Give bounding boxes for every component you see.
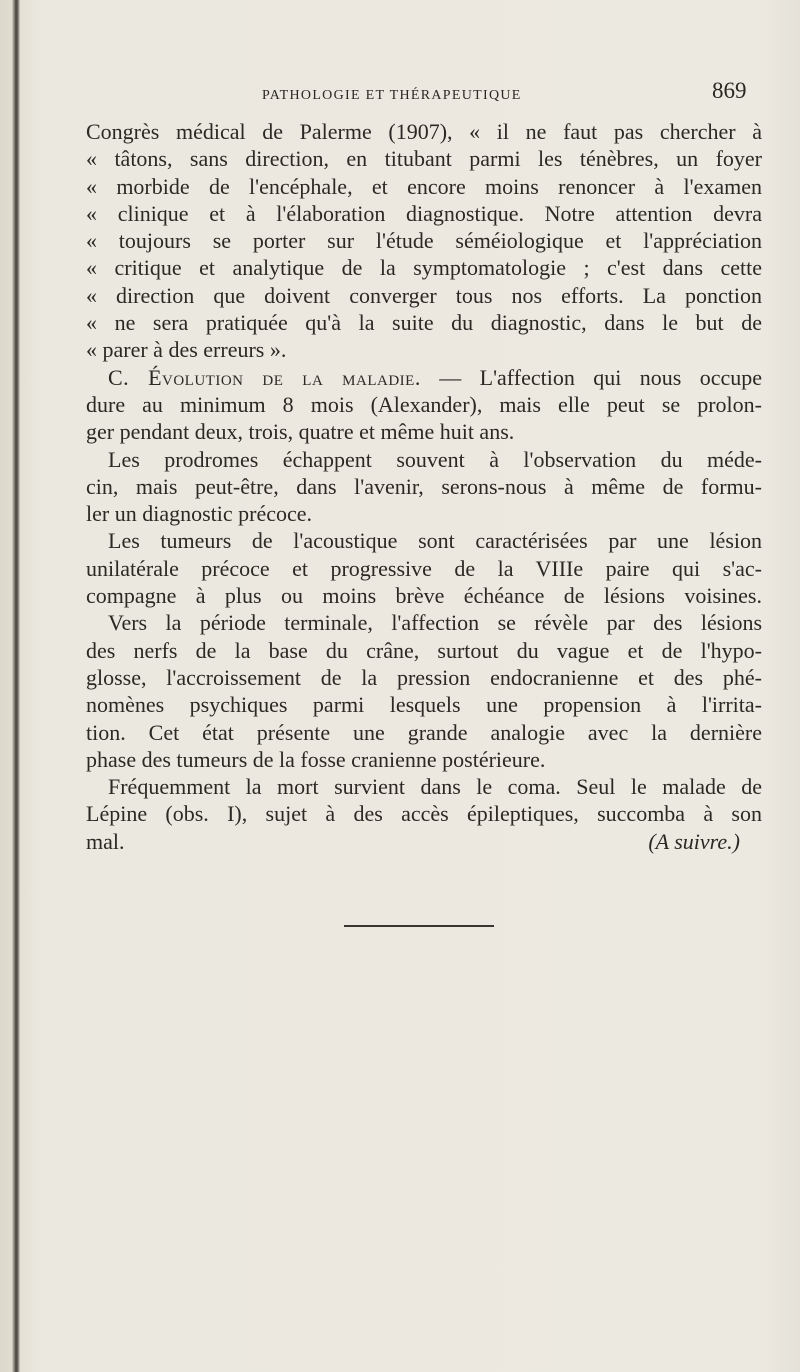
text-line: Les prodromes échappent souvent à l'observation du méde- xyxy=(108,446,762,472)
text-line: cin, mais peut-être, dans l'avenir, serons-nous à même de formu- xyxy=(86,473,762,499)
text-line: « morbide de l'encéphale, et encore moins renoncer à l'examen xyxy=(86,173,762,199)
binding-edge xyxy=(12,0,20,1372)
text-line: Congrès médical de Palerme (1907), « il ne faut pas chercher à xyxy=(86,119,762,144)
text-line: Les tumeurs de l'acoustique sont caractérisées par une lésion xyxy=(108,528,762,554)
text-line: « clinique et à l'élaboration diagnostique. Notre attention devra xyxy=(86,200,762,226)
continued-note: (A suivre.) xyxy=(648,828,740,854)
text-line: nomènes psychiques parmi lesquels une propension à l'irrita- xyxy=(86,692,762,718)
section-heading-line xyxy=(86,364,762,391)
text-line: « tâtons, sans direction, en titubant parmi les ténèbres, un foyer xyxy=(86,146,762,172)
end-rule xyxy=(344,925,494,927)
text-line: phase des tumeurs de la fosse cranienne postérieure. xyxy=(86,746,546,772)
text-line: « toujours se porter sur l'étude séméiologique et l'appréciation xyxy=(86,228,762,254)
text-line: Vers la période terminale, l'affection se révèle par des lésions xyxy=(108,610,762,636)
text-line: « parer à des erreurs ». xyxy=(86,337,287,363)
text-line: des nerfs de la base du crâne, surtout du vague et de l'hypo- xyxy=(86,637,762,663)
text-line: glosse, l'accroissement de la pression endocranienne et des phé- xyxy=(86,664,762,690)
body-text xyxy=(86,118,762,855)
text-line: Lépine (obs. I), sujet à des accès épileptiques, succomba à son xyxy=(86,801,762,827)
text-line: unilatérale précoce et progressive de la VIIIe paire qui s'ac- xyxy=(86,555,762,581)
page-header xyxy=(0,78,800,112)
text-line: compagne à plus ou moins brève échéance de lésions voisines. xyxy=(86,583,762,609)
closing-word: mal. xyxy=(86,828,125,854)
page-number: 869 xyxy=(712,78,747,103)
text-line: Fréquemment la mort survient dans le coma. Seul le malade de xyxy=(108,774,762,800)
text-line: « ne sera pratiquée qu'à la suite du diagnostic, dans le but de xyxy=(86,310,762,336)
text-line: tion. Cet état présente une grande analogie avec la dernière xyxy=(86,719,762,745)
text-line: ger pendant deux, trois, quatre et même huit ans. xyxy=(86,419,515,445)
text-line: dure au minimum 8 mois (Alexander), mais elle peut se prolon- xyxy=(86,391,762,417)
closing-line xyxy=(86,828,762,855)
running-title: PATHOLOGIE ET THÉRAPEUTIQUE xyxy=(262,88,522,103)
text-line: ler un diagnostic précoce. xyxy=(86,501,313,527)
text-line: « direction que doivent converger tous nos efforts. La ponction xyxy=(86,282,762,308)
section-heading-text: — L'affection qui nous occupe xyxy=(420,364,762,390)
text-line: « critique et analytique de la symptomatologie ; c'est dans cette xyxy=(86,255,762,281)
section-heading: C. Évolution de la maladie. xyxy=(108,364,421,390)
